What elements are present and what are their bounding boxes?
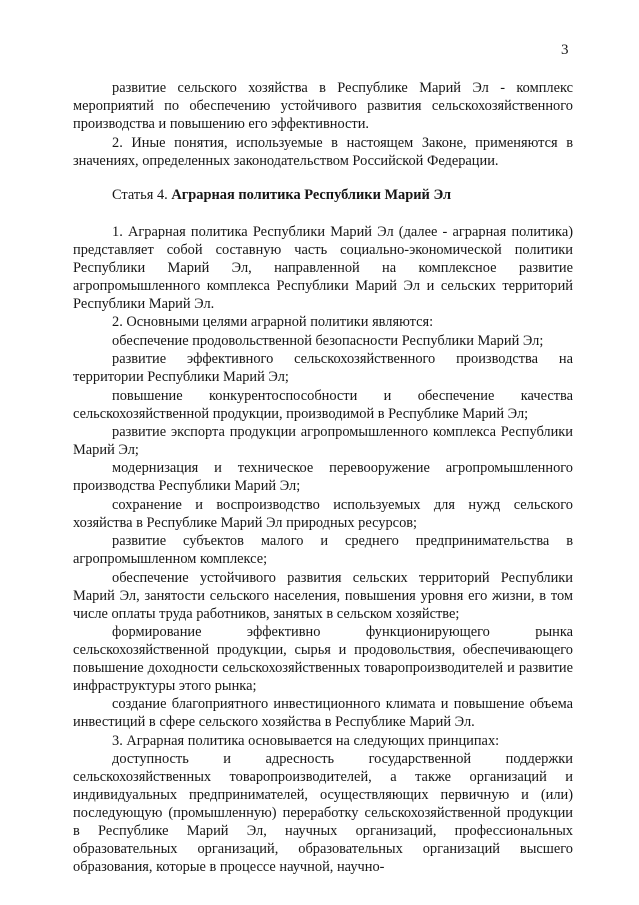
paragraph: 2. Иные понятия, используемые в настоящем Законе, применяются в значениях, определенных законодательством Российской Федерации. (73, 135, 573, 169)
paragraph: формирование эффективно функционирующего рынка сельскохозяйственной продукции, сырья и продовольствия, обеспечивающего повышение доходности сельскохозяйственных товаропроизводителей и развитие инфраструктуры этого рынка; (73, 623, 573, 694)
paragraph: 1. Аграрная политика Республики Марий Эл (далее - аграрная политика) представляет собой составную часть социально-экономической политики Республики Марий Эл, направленной на комплексное развитие агропромышленного комплекса Республики Марий Эл и сельских территорий Республики Марий Эл. (73, 224, 573, 312)
paragraph: 2. Основными целями аграрной политики являются: (112, 314, 434, 331)
paragraph: повышение конкурентоспособности и обеспечение качества сельскохозяйственной продукции, производимой в Республике Марий Эл; (73, 387, 573, 422)
article-number: Статья 4. (112, 187, 168, 203)
paragraph: доступность и адресность государственной поддержки сельскохозяйственных товаропроизводителей, а также организаций и индивидуальных предпринимателей, осуществляющих первичную и (или) последующую (промышленную) переработку сельскохозяйственной продукции в Республике Марий Эл, научных организаций, профессиональных образовательных организаций, образовательных организаций высшего образования, которые в процессе научной, научно- (73, 751, 573, 876)
paragraph: 3. Аграрная политика основывается на следующих принципах: (112, 732, 500, 749)
definitions-continuation (73, 79, 573, 170)
article-body (73, 223, 573, 876)
article-title: Аграрная политика Республики Марий Эл (171, 187, 452, 203)
paragraph: сохранение и воспроизводство используемых для нужд сельского хозяйства в Республике Марий Эл природных ресурсов; (73, 496, 573, 531)
page-number: 3 (561, 42, 569, 58)
paragraph: развитие эффективного сельскохозяйственного производства на территории Республики Марий Эл; (73, 351, 573, 386)
paragraph: обеспечение устойчивого развития сельских территорий Республики Марий Эл, занятости сельского населения, повышения уровня его жизни, в том числе оплаты труда работников, занятых в сельском хозяйстве; (73, 569, 573, 622)
paragraph: развитие сельского хозяйства в Республике Марий Эл - комплекс мероприятий по обеспечению устойчивого развития сельскохозяйственного производства и повышению его эффективности. (73, 80, 573, 132)
paragraph: развитие субъектов малого и среднего предпринимательства в агропромышленном комплексе; (73, 533, 573, 568)
paragraph: развитие экспорта продукции агропромышленного комплекса Республики Марий Эл; (73, 423, 573, 458)
paragraph: обеспечение продовольственной безопасности Республики Марий Эл; (112, 332, 544, 349)
article-heading (112, 186, 451, 204)
paragraph: модернизация и техническое перевооружение агропромышленного производства Республики Марий Эл; (73, 460, 573, 495)
paragraph: создание благоприятного инвестиционного климата и повышение объема инвестиций в сфере сельского хозяйства в Республике Марий Эл. (73, 696, 573, 731)
